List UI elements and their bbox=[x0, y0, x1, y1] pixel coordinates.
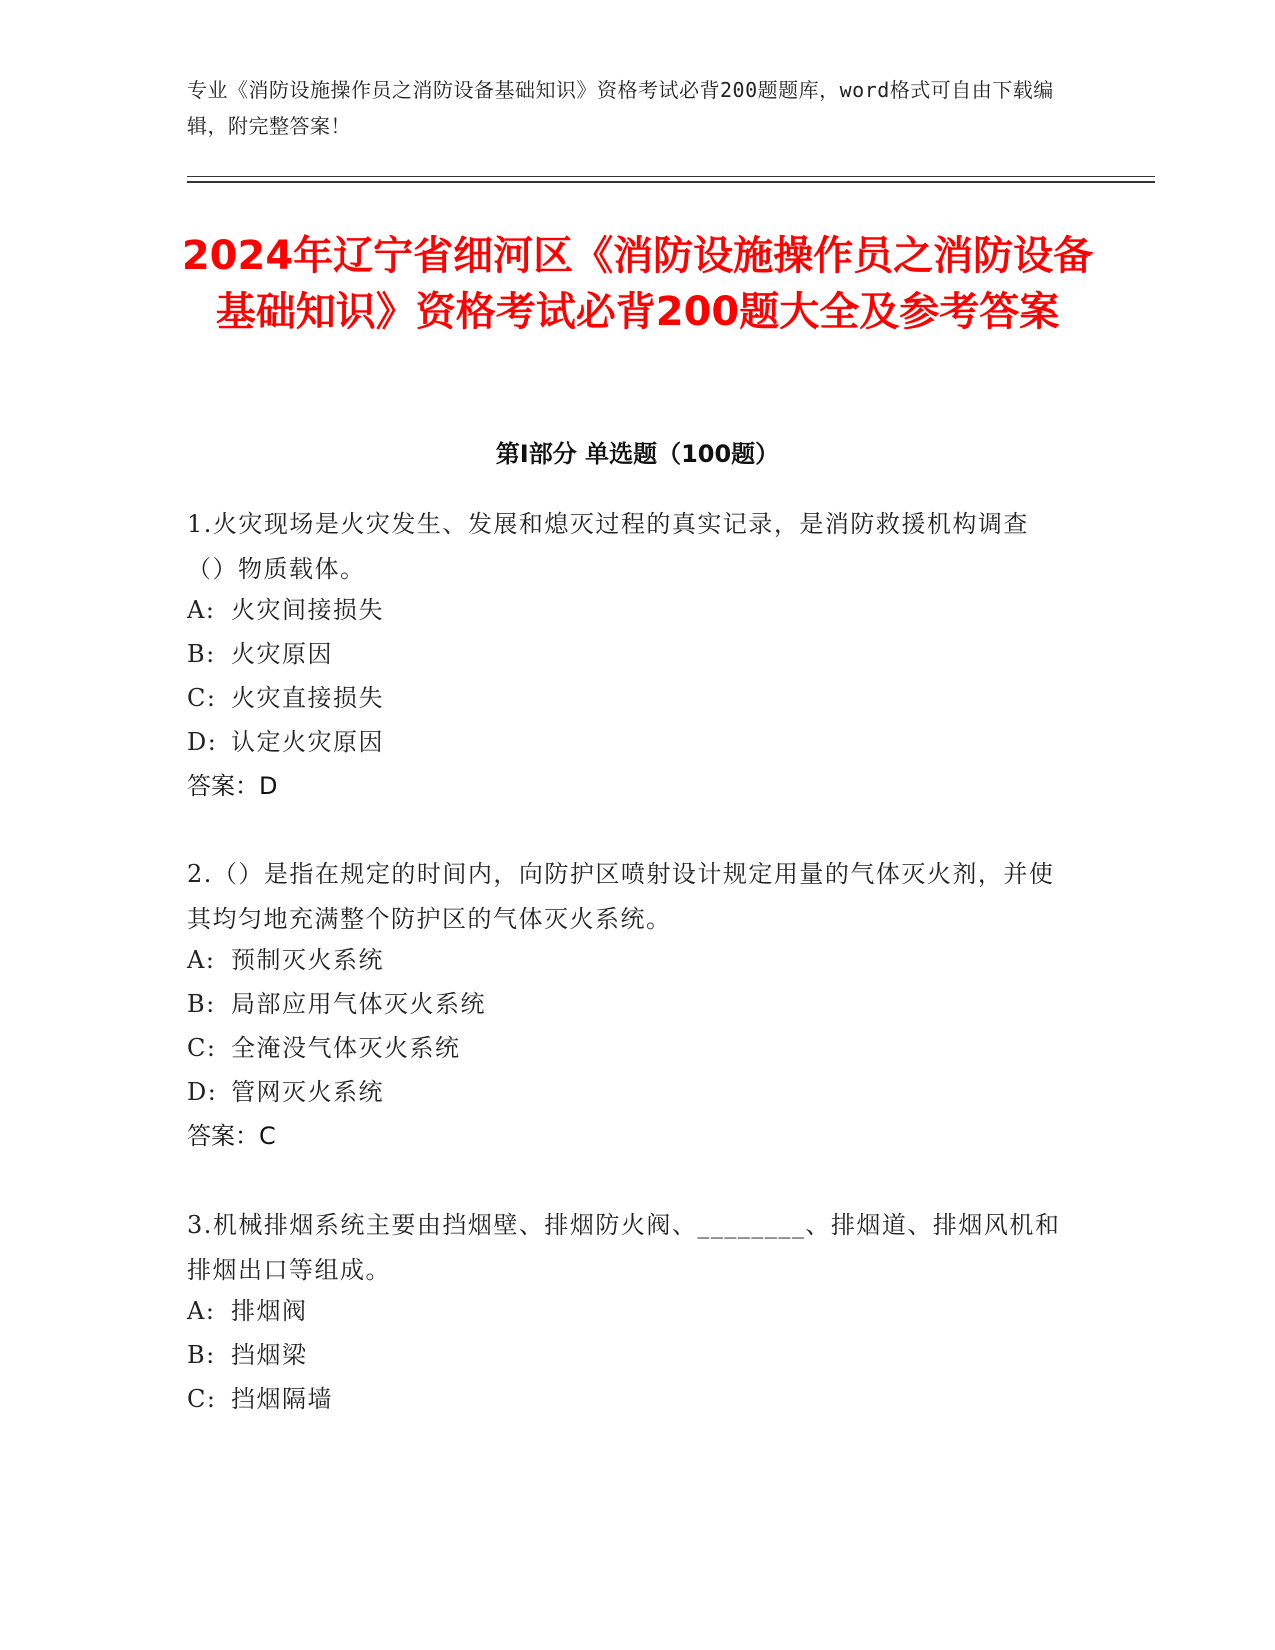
option-letter: D: bbox=[187, 1078, 218, 1106]
header-rule-thin bbox=[187, 176, 1155, 177]
option-letter: A: bbox=[187, 1297, 216, 1325]
option-letter: B: bbox=[187, 1341, 216, 1369]
option-letter: B: bbox=[187, 990, 216, 1018]
option-letter: C: bbox=[187, 684, 217, 712]
option-text: 挡烟隔墙 bbox=[231, 1385, 333, 1413]
option-letter: D: bbox=[187, 728, 218, 756]
option-text: 火灾直接损失 bbox=[231, 684, 384, 712]
section-heading: 第Ⅰ部分 单选题（100题） bbox=[495, 440, 780, 468]
option-item bbox=[187, 1030, 461, 1066]
option-text: 预制灭火系统 bbox=[231, 946, 384, 974]
option-item bbox=[187, 724, 384, 760]
option-item bbox=[187, 942, 384, 978]
option-text: 全淹没气体灭火系统 bbox=[231, 1034, 461, 1062]
option-item bbox=[187, 1381, 333, 1417]
option-letter: C: bbox=[187, 1034, 217, 1062]
option-letter: B: bbox=[187, 640, 216, 668]
question-stem: 2.（）是指在规定的时间内，向防护区喷射设计规定用量的气体灭火剂，并使其均匀地充满整个防护区的气体灭火系统。 bbox=[187, 860, 1055, 933]
option-text: 排烟阀 bbox=[231, 1297, 308, 1325]
option-text: 管网灭火系统 bbox=[231, 1078, 384, 1106]
option-item bbox=[187, 1337, 308, 1373]
option-text: 火灾原因 bbox=[231, 640, 333, 668]
option-item bbox=[187, 986, 486, 1022]
header-note: 专业《消防设施操作员之消防设备基础知识》资格考试必背200题题库，word格式可自由下载编辑，附完整答案！ bbox=[187, 78, 1054, 138]
option-letter: C: bbox=[187, 1385, 217, 1413]
answer-line: 答案：D bbox=[187, 772, 278, 800]
answer-line: 答案：C bbox=[187, 1122, 276, 1150]
option-letter: A: bbox=[187, 596, 216, 624]
option-text: 认定火灾原因 bbox=[231, 728, 384, 756]
option-item bbox=[187, 1074, 384, 1110]
option-text: 局部应用气体灭火系统 bbox=[231, 990, 486, 1018]
option-text: 挡烟梁 bbox=[231, 1341, 308, 1369]
option-item bbox=[187, 680, 384, 716]
option-item bbox=[187, 592, 384, 628]
option-text: 火灾间接损失 bbox=[231, 596, 384, 624]
option-letter: A: bbox=[187, 946, 216, 974]
document-title: 2024年辽宁省细河区《消防设施操作员之消防设备基础知识》资格考试必背200题大全及参考答案 bbox=[181, 233, 1094, 335]
header-rule-thick bbox=[187, 181, 1155, 183]
question-stem: 3.机械排烟系统主要由挡烟壁、排烟防火阀、________、排烟道、排烟风机和排烟出口等组成。 bbox=[187, 1211, 1061, 1284]
option-item bbox=[187, 1293, 308, 1329]
option-item bbox=[187, 636, 333, 672]
question-stem: 1.火灾现场是火灾发生、发展和熄灭过程的真实记录，是消防救援机构调查（）物质载体。 bbox=[187, 510, 1029, 583]
